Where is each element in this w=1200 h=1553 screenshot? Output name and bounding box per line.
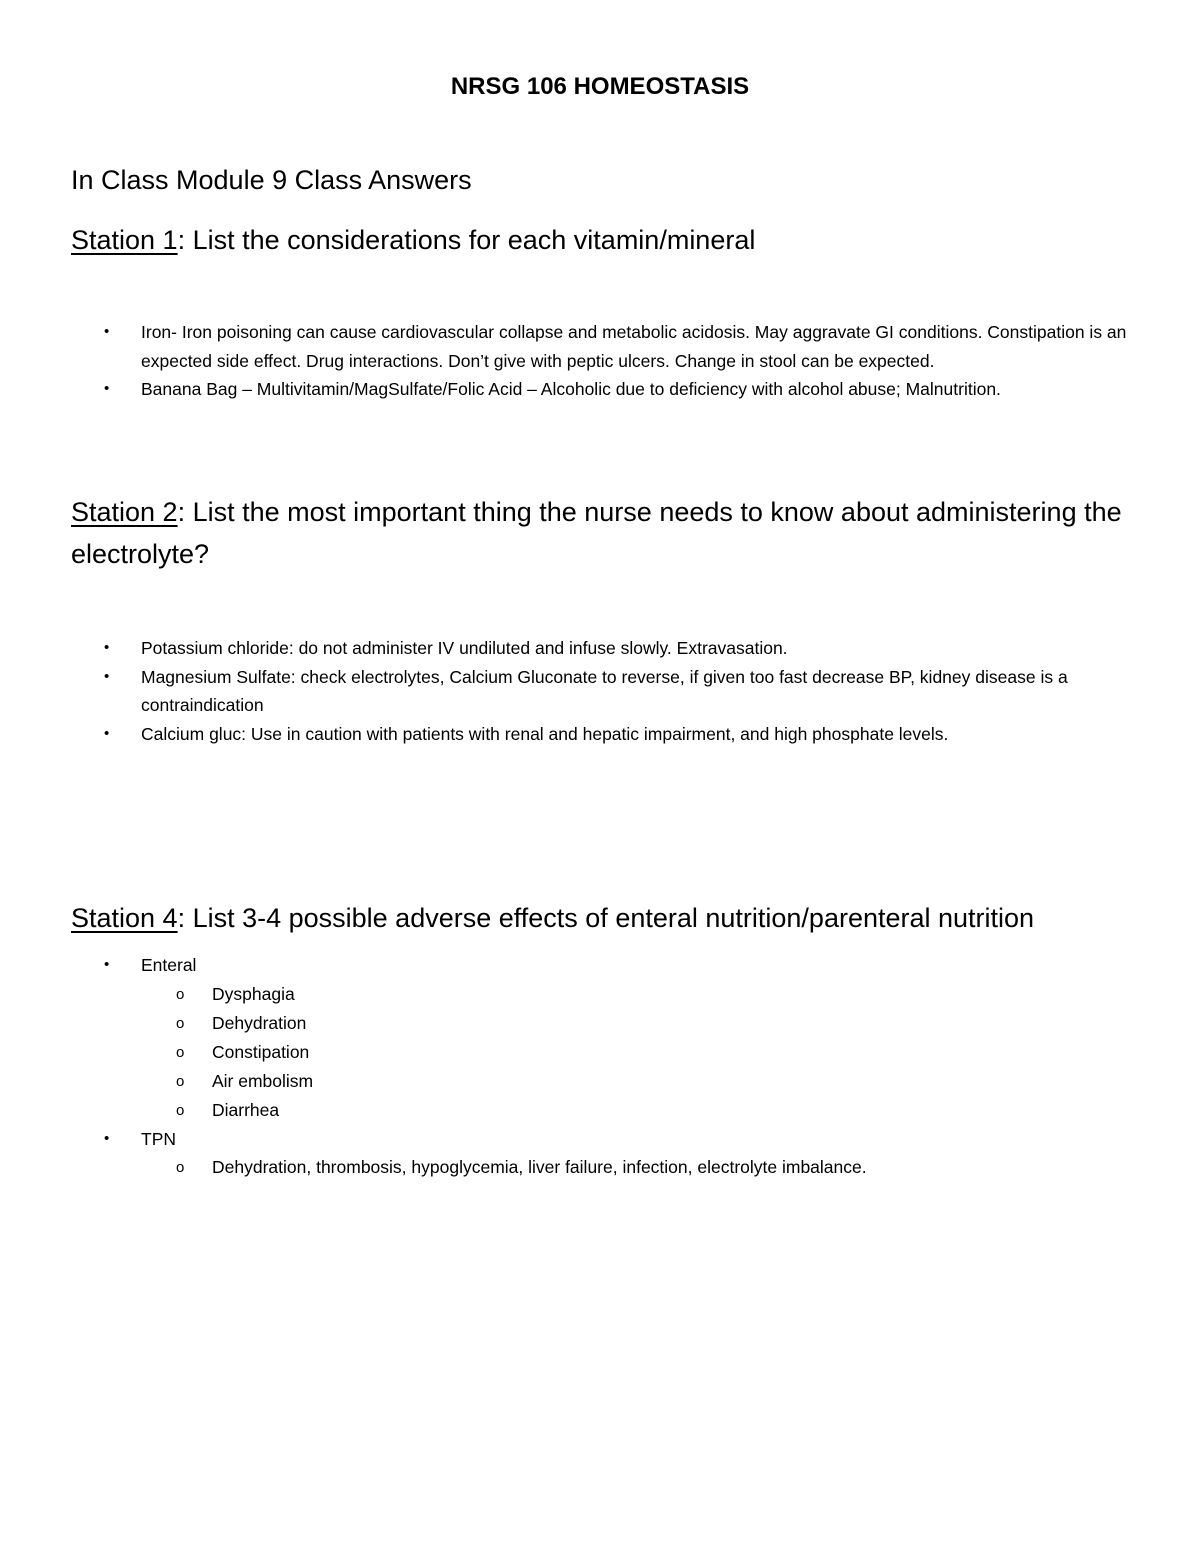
sub-list-item: [141, 1067, 1140, 1096]
station-1-heading: [71, 219, 1131, 261]
circle-bullet-icon: o: [176, 1072, 185, 1090]
sub-list-item-text: Constipation: [212, 1041, 310, 1062]
list-item-text: Potassium chloride: do not administer IV undiluted and infuse slowly. Extravasation.: [141, 638, 788, 658]
list-item-text: Iron- Iron poisoning can cause cardiovascular collapse and metabolic acidosis. May aggravate GI conditions. Constipation is an expected side effect. Drug interactions. Don’t give with peptic ulcers. Change in stool can be expected.: [141, 322, 1127, 371]
circle-bullet-icon: o: [176, 985, 185, 1003]
sub-list-item-text: Dehydration: [212, 1012, 307, 1033]
list-item-text: TPN: [141, 1128, 176, 1149]
tpn-sublist: [141, 1153, 1140, 1182]
sub-list-item: [141, 980, 1140, 1009]
list-item-tpn: [0, 1125, 1200, 1183]
list-item: [0, 634, 1200, 663]
circle-bullet-icon: o: [176, 1043, 185, 1061]
station-1-list: [0, 318, 1200, 404]
station-1-question: : List the considerations for each vitamin/mineral: [177, 225, 756, 255]
list-item: [0, 720, 1200, 749]
bullet-icon: •: [104, 956, 110, 973]
station-4-label: Station 4: [71, 903, 178, 933]
sub-list-item-text: Dehydration, thrombosis, hypoglycemia, liver failure, infection, electrolyte imbalance.: [212, 1157, 867, 1177]
bullet-icon: •: [104, 380, 110, 397]
sub-list-item: [141, 1009, 1140, 1038]
list-item-enteral: [0, 951, 1200, 1125]
sub-list-item-text: Air embolism: [212, 1070, 314, 1091]
enteral-sublist: [141, 980, 1140, 1125]
station-2-question: : List the most important thing the nurse needs to know about administering the electrolyte?: [71, 497, 1122, 569]
list-item-text: Calcium gluc: Use in caution with patients with renal and hepatic impairment, and high phosphate levels.: [141, 723, 949, 744]
station-2-list: [0, 634, 1200, 748]
station-2-heading: [71, 491, 1131, 575]
circle-bullet-icon: o: [176, 1014, 185, 1032]
sub-list-item: [141, 1038, 1140, 1067]
station-1-label: Station 1: [71, 225, 178, 255]
list-item: [0, 375, 1200, 404]
sub-list-item-text: Diarrhea: [212, 1099, 280, 1120]
bullet-icon: •: [104, 667, 110, 685]
bullet-icon: •: [104, 1129, 110, 1147]
station-4-heading: [71, 897, 1131, 939]
station-2-label: Station 2: [71, 497, 178, 527]
document-subtitle: In Class Module 9 Class Answers: [71, 165, 472, 195]
bullet-icon: •: [104, 639, 110, 656]
document-title: NRSG 106 HOMEOSTASIS: [450, 73, 750, 100]
list-item-text: Magnesium Sulfate: check electrolytes, Calcium Gluconate to reverse, if given too fast decrease BP, kidney disease is a contraindication: [141, 666, 1068, 715]
circle-bullet-icon: o: [176, 1101, 185, 1119]
station-4-question: : List 3-4 possible adverse effects of enteral nutrition/parenteral nutrition: [177, 903, 1035, 933]
sub-list-item-text: Dysphagia: [212, 983, 295, 1004]
list-item-text: Banana Bag – Multivitamin/MagSulfate/Folic Acid – Alcoholic due to deficiency with alcohol abuse; Malnutrition.: [141, 379, 1001, 399]
circle-bullet-icon: o: [176, 1159, 185, 1176]
list-item-text: Enteral: [141, 955, 197, 975]
list-item: [0, 318, 1200, 375]
station-4-list: [0, 951, 1200, 1182]
bullet-icon: •: [104, 724, 110, 742]
bullet-icon: •: [104, 323, 110, 340]
list-item: [0, 663, 1200, 720]
sub-list-item: [141, 1153, 1140, 1182]
sub-list-item: [141, 1096, 1140, 1125]
